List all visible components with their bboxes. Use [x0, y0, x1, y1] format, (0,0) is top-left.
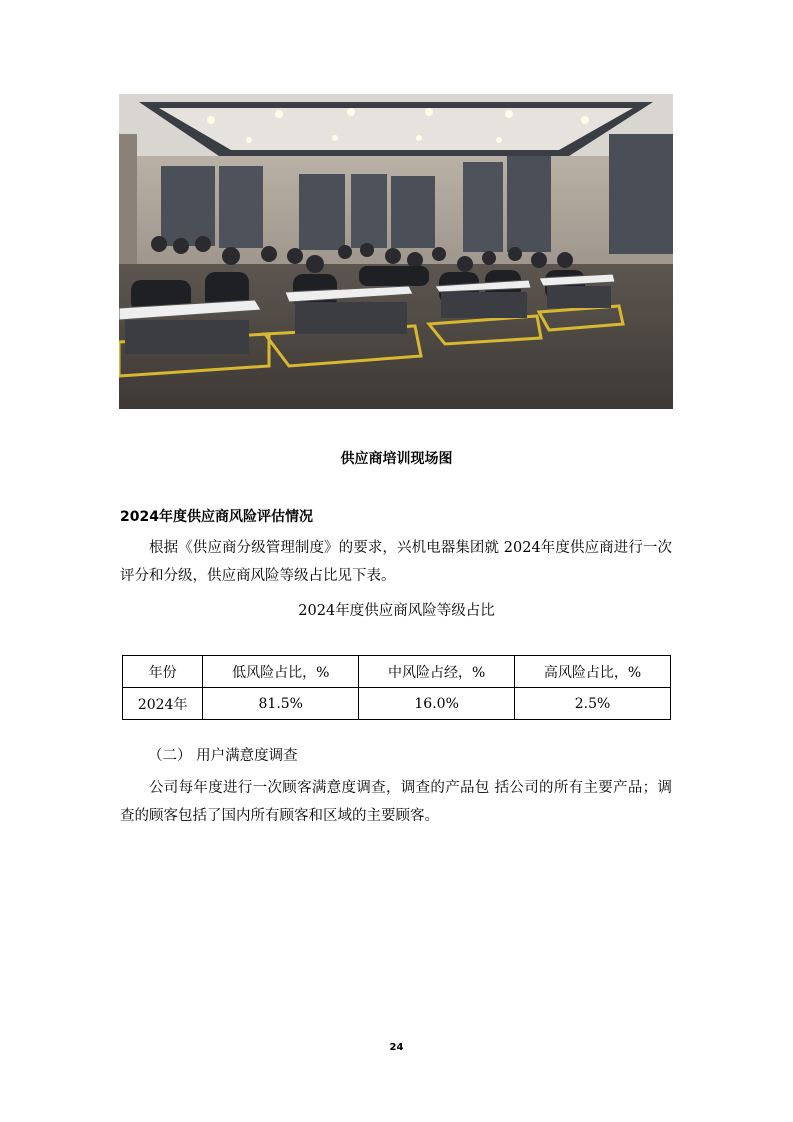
training-room-photo [119, 94, 673, 409]
table-row [123, 688, 671, 720]
cell-high-risk: 2.5% [515, 688, 671, 720]
paragraph-risk-assessment: 根据《供应商分级管理制度》的要求，兴机电器集团就 2024年度供应商进行一次评分和分级，供应商风险等级占比见下表。 [120, 540, 672, 584]
table-title: 2024年度供应商风险等级占比 [298, 603, 495, 619]
cell-year: 2024年 [123, 688, 203, 720]
header-medium-risk: 中风险占经，% [359, 656, 515, 688]
training-room-illustration [119, 94, 673, 409]
header-year: 年份 [123, 656, 203, 688]
page-number: 24 [389, 1042, 404, 1053]
subsection-heading: （二） 用户满意度调查 [148, 748, 298, 764]
photo-caption: 供应商培训现场图 [340, 451, 453, 467]
paragraph-satisfaction-survey: 公司每年度进行一次顾客满意度调查，调查的产品包 括公司的所有主要产品；调查的顾客包括了国内所有顾客和区域的主要顾客。 [120, 780, 672, 824]
cell-medium-risk: 16.0% [359, 688, 515, 720]
risk-level-table [122, 655, 671, 720]
header-high-risk: 高风险占比，% [515, 656, 671, 688]
section-heading: 2024年度供应商风险评估情况 [120, 509, 313, 525]
cell-low-risk: 81.5% [203, 688, 359, 720]
header-low-risk: 低风险占比，% [203, 656, 359, 688]
table-header-row [123, 656, 671, 688]
